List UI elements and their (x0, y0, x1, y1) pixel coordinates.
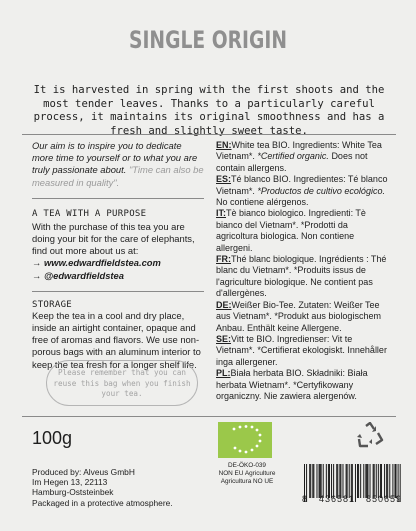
producer-line: Produced by: Alveus GmbH (32, 467, 135, 477)
eco-line: NON EU Agriculture (218, 469, 276, 477)
ingredient-allergens: Does not contain allergens. (216, 151, 368, 173)
net-weight: 100g (32, 428, 73, 448)
barcode-first-digit: 8 (302, 494, 309, 504)
ingredient-allergens: No contiene alérgenos. (216, 197, 309, 208)
barcode-bar (392, 464, 393, 498)
ingredients-list (216, 140, 388, 402)
ingredient-name: Biała herbata BIO. Składniki: Biała herbata Wietnam*. (216, 368, 368, 390)
ingredient-allergens: *Prodotti da agricoltura biologica. Non contiene allergeni. (216, 219, 355, 253)
ingredient-certification: *Certified organic. (257, 151, 329, 162)
barcode-bar (396, 464, 397, 498)
storage-text: Keep the tea in a cool and dry place, inside an airtight container, opaque and free of aromas and flavors. We use non-porous bags with an aluminum interior to keep the tea fresh for a longer shelf life. (32, 309, 201, 370)
ingredient-name: White tea BIO. Ingredients: White Tea Vietnam*. (216, 140, 382, 162)
ingredient-entry (216, 254, 388, 300)
barcode-bar (310, 464, 311, 498)
purpose-text: With the purchase of this tea you are doing your bit for the care of elephants, find out more about us at: (32, 220, 195, 257)
barcode-bar (336, 464, 337, 498)
recycle-icon (356, 422, 384, 453)
barcode-bar (394, 464, 395, 498)
barcode-bar (319, 464, 320, 498)
ingredient-name: Tè bianco biologico. Ingredienti: Tè bianco del Vietnam*. (216, 208, 366, 230)
barcode-bar (349, 464, 350, 498)
eco-code (216, 462, 278, 485)
website-link[interactable]: → www.edwardfieldstea.com (32, 257, 161, 269)
ingredient-name: Weißer Bio-Tee. Zutaten: Weißer Tee aus Vietnam*. (216, 299, 380, 322)
barcode-bar (316, 464, 317, 498)
barcode-bar (328, 464, 329, 498)
bottom-divider (22, 416, 396, 417)
barcode-bar (373, 464, 374, 498)
ingredient-name: Vitt te BIO. Ingredienser: Vit te Vietnam*. (216, 333, 353, 356)
ingredient-certification: *Productos de cultivo ecológico. (257, 185, 385, 196)
purpose-heading: A TEA WITH A PURPOSE (32, 208, 147, 219)
page-title: SINGLE ORIGIN (128, 26, 287, 54)
barcode-bar (321, 464, 322, 498)
barcode-bar (313, 464, 314, 498)
barcode-bar (329, 464, 330, 498)
barcode-bar (339, 464, 340, 498)
top-divider (22, 134, 396, 135)
barcode-bar (365, 464, 366, 498)
barcode-bar (387, 464, 388, 498)
barcode-bar (333, 464, 334, 498)
ingredient-allergens: *Produits issus de l'agriculture biologique. Ne contient pas d'allergènes. (216, 265, 373, 299)
barcode-bar (376, 464, 377, 498)
barcode-bar (312, 464, 313, 498)
ingredient-entry (216, 300, 388, 334)
language-code: DE: (216, 299, 232, 310)
language-code: IT: (216, 208, 226, 219)
eu-organic-leaf-icon (218, 422, 272, 458)
eu-organic-label (216, 422, 288, 485)
ingredient-allergens: *Certyfikowany organiczny. Nie zawiera alergenów. (216, 379, 357, 401)
barcode-bar (360, 464, 361, 498)
ingredient-allergens: *Produkt aus biologischem Anbau. Enthält keine Allergene. (216, 311, 381, 333)
ingredient-name: Té blanco BIO. Ingredientes: Té blanco Vietnam*. (216, 174, 388, 196)
barcode-bar (386, 464, 387, 498)
ingredient-entry (216, 208, 388, 254)
producer-line: Hamburg-Oststeinbek (32, 487, 114, 498)
barcode-bar (326, 464, 327, 498)
language-code: EN: (216, 140, 232, 150)
barcode-bar (358, 464, 359, 498)
barcode-bar (320, 464, 321, 498)
social-link[interactable]: → @edwardfieldstea (32, 269, 124, 281)
eco-line: DE-ÖKO-039 (227, 462, 266, 469)
ingredient-name: Thé blanc biologique. Ingrédients : Thé blanc du Vietnam*. (216, 254, 387, 276)
reuse-note: Please remember that you can reuse this bag when you finish your tea. (46, 360, 198, 406)
barcode-bar (378, 464, 379, 498)
barcode-number (300, 494, 404, 504)
barcode-bar (323, 464, 324, 498)
barcode-bar (384, 464, 385, 498)
barcode-bar (337, 464, 338, 498)
barcode-bar (381, 464, 382, 498)
left-divider-2 (32, 291, 204, 292)
ingredients-column (216, 140, 388, 402)
barcode-bar (380, 464, 381, 498)
left-divider-1 (32, 198, 204, 199)
barcode-bar (347, 464, 348, 498)
barcode-bar (367, 464, 368, 498)
barcode-bar (357, 464, 358, 498)
producer-info (32, 467, 212, 508)
mission-quote: "Time can also be measured in quality". (32, 164, 204, 188)
mission-text: Our aim is to inspire you to dedicate more time to yourself or to what you are truly passionate about. (32, 140, 198, 176)
ingredient-entry (216, 174, 388, 208)
language-code: FR: (216, 254, 231, 265)
barcode-bar (389, 464, 390, 498)
eco-line: Agricultura NO UE (220, 477, 274, 485)
barcode-bar (374, 464, 375, 498)
barcode-bar (331, 464, 332, 498)
mission-statement (32, 140, 204, 189)
producer-line: Packaged in a protective atmosphere. (32, 497, 173, 508)
barcode-bar (346, 464, 347, 498)
ingredient-entry (216, 368, 388, 402)
barcode-group-1: 436581 (318, 494, 355, 504)
language-code: SE: (216, 333, 232, 344)
barcode-group-2: 850659 (365, 494, 402, 504)
barcode-bar (309, 464, 310, 498)
ingredient-allergens: *Certifierat ekologiskt. Innehåller inga allergener. (216, 345, 387, 367)
ingredient-entry (216, 334, 388, 368)
barcode-bar (340, 464, 341, 498)
intro-text: It is harvested in spring with the first shoots and the most tender leaves. Thanks to a particularly careful process, it maintains its original smoothness and has a fresh and slightly sweet taste. (33, 84, 385, 137)
barcode-bar (363, 464, 364, 498)
barcode-bar (370, 464, 371, 498)
language-code: PL: (216, 368, 231, 379)
barcode-bar (342, 464, 343, 498)
producer-line: Im Hegen 13, 22113 (32, 477, 108, 488)
ingredient-entry (216, 140, 388, 174)
left-column (32, 140, 204, 371)
storage-heading: STORAGE (32, 299, 73, 310)
barcode-bar (366, 464, 367, 498)
language-code: ES: (216, 174, 232, 185)
